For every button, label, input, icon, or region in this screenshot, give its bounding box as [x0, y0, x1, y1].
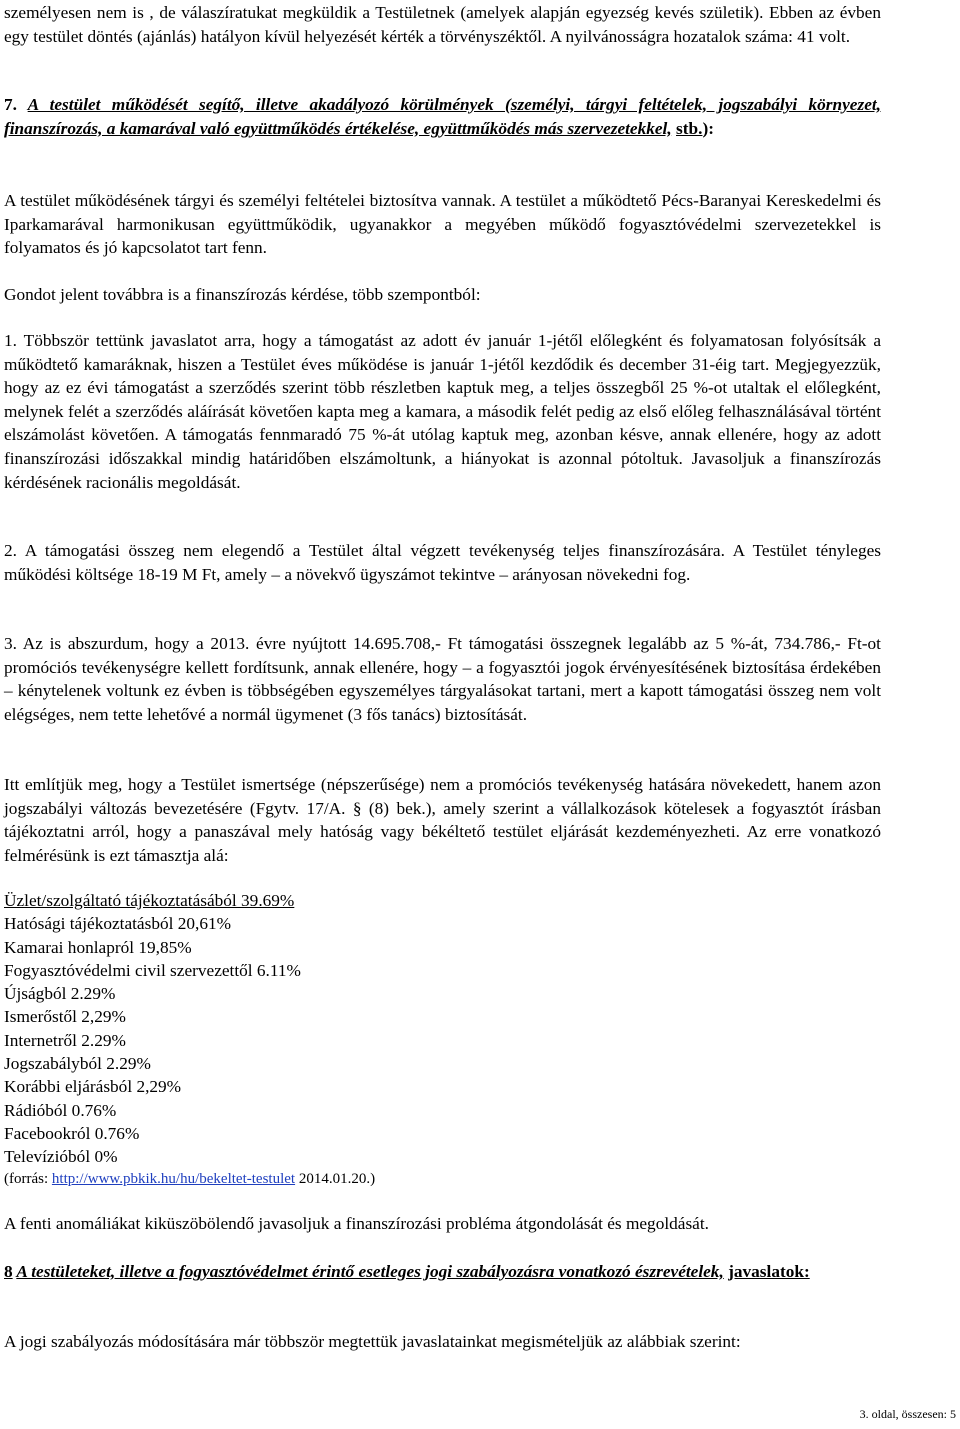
survey-list: [4, 889, 704, 1169]
section-7-heading: [4, 93, 881, 140]
section-8-heading: [4, 1260, 881, 1284]
section-7-number: 7.: [4, 95, 17, 114]
final-paragraph: A jogi szabályozás módosítására már többször megtettük javaslatainkat megismételjük az alábbiak szerint:: [4, 1332, 741, 1351]
survey-item: Hatósági tájékoztatásból 20,61%: [4, 914, 231, 934]
paragraph-point-2: 2. A támogatási összeg nem elegendő a Testület által végzett tevékenység teljes finanszírozására. A Testület tényleges működési költsége 18-19 M Ft, amely – a növekvő ügyszámot tekintve – arányosan növekedni fog.: [4, 541, 881, 584]
survey-item: Korábbi eljárásból 2,29%: [4, 1077, 182, 1097]
survey-item: Újságból 2.29%: [4, 984, 116, 1004]
section-8-title-end: javaslatok:: [728, 1262, 810, 1281]
survey-item: Üzlet/szolgáltató tájékoztatásából 39.69%: [4, 891, 295, 910]
paragraph-point-1: 1. Többször tettünk javaslatot arra, hogy a támogatást az adott év január 1-jétől előlegként és folyamatosan folyósítsák a működtető kamaráknak, hiszen a Testület éves működése is január 1-jétől kezdődik és december 31-éig tart. Megjegyezzük, hogy az ez évi támogatást a szerződés szerint több részletben kaptuk meg, a teljes összegből 25 %-ot utaltak el előlegként, melynek felét a szerződés aláírását követően kapta meg a kamara, a második felét pedig az első előleg felhasználásával történt elszámolást követően. A támogatás fennmaradó 75 %-át utólag kaptuk meg, azonban késve, annak ellenére, hogy az adott finanszírozási időszakkal mindig határidőben elszámoltunk, a hiányokat is azonnal pótoltuk. Javasoljuk a finanszírozás kérdésének racionális megoldását.: [4, 331, 881, 492]
page-footer: 3. oldal, összesen: 5: [859, 1407, 956, 1421]
source-date: 2014.01.20.): [298, 1171, 376, 1187]
survey-item: Kamarai honlapról 19,85%: [4, 937, 192, 957]
survey-item: Televízióból 0%: [4, 1147, 118, 1167]
section-7-title: A testület működését segítő, illetve akadályozó körülmények (személyi, tárgyi feltételek, jogszabályi környezet, finanszírozás, a kamarával való együttműködés értékelése, együttműködés más szervezetekkel,: [4, 95, 881, 138]
survey-item: Facebookról 0.76%: [4, 1123, 140, 1143]
survey-item: Internetről 2.29%: [4, 1030, 126, 1050]
survey-item: Fogyasztóvédelmi civil szervezettől 6.11%: [4, 960, 301, 980]
section-8-number: 8: [4, 1262, 13, 1281]
paragraph-conditions: A testület működésének tárgyi és személyi feltételei biztosítva vannak. A testület a működtető Pécs-Baranyai Kereskedelmi és Iparkamarával harmonikusan együttműködik, ugyanakkor a megyében működő fogyasztóvédelmi szervezetekkel is folyamatos és jó kapcsolatot tart fenn.: [4, 191, 881, 258]
source-link[interactable]: http://www.pbkik.hu/hu/bekeltet-testulet: [51, 1171, 296, 1187]
section-7-title-end: stb.: [676, 118, 703, 138]
intro-paragraph: személyesen nem is , de válaszíratukat megküldik a Testületnek (amelyek alapján egyezség kevés születik). Ebben az évben egy testület döntés (ajánlás) hatályon kívül helyezését kérték a törvényszéktől. A nyilvánosságra hozatalok száma: 41 volt.: [4, 3, 881, 46]
paragraph-point-3: 3. Az is abszurdum, hogy a 2013. évre nyújtott 14.695.708,- Ft támogatási összegnek legalább az 5 %-át, 734.786,- Ft-ot promóciós tevékenységre kellett fordítsunk, annak ellenére, hogy – a fogyasztói jogok érvényesítésének biztosítása érdekében – kénytelenek voltunk ez évben is többségében egyszemélyes tárgyalásokat tartani, mert a kapott támogatási összeg nem volt elégséges, nem tette lehetővé a normál ügymenet (3 fős tanács) biztosítását.: [4, 634, 881, 724]
source-prefix: (forrás:: [4, 1171, 49, 1187]
source-citation: [4, 1168, 375, 1190]
closing-paragraph: A fenti anomáliákat kiküszöbölendő javasoljuk a finanszírozási probléma átgondolását és megoldását.: [4, 1214, 709, 1233]
survey-item: Rádióból 0.76%: [4, 1100, 117, 1120]
survey-item: Jogszabályból 2.29%: [4, 1054, 151, 1074]
paragraph-financing-intro: Gondot jelent továbbra is a finanszírozás kérdése, több szempontból:: [4, 285, 481, 304]
paragraph-awareness: Itt említjük meg, hogy a Testület ismertsége (népszerűsége) nem a promóciós tevékenység hatására növekedett, hanem azon jogszabályi változás bevezetésére (Fgytv. 17/A. § (8) bek.), amely szerint a vállalkozások kötelesek a fogyasztót írásban tájékoztatni arról, hogy a panaszával mely hatóság vagy békéltető testület eljárását kezdeményezheti. Az erre vonatkozó felmérésünk is ezt támasztja alá:: [4, 775, 881, 865]
section-8-title: A testületeket, illetve a fogyasztóvédelmet érintő esetleges jogi szabályozásra vonatkozó észrevételek,: [16, 1262, 724, 1281]
section-7-suffix: ):: [702, 118, 714, 138]
survey-item: Ismerőstől 2,29%: [4, 1007, 126, 1027]
